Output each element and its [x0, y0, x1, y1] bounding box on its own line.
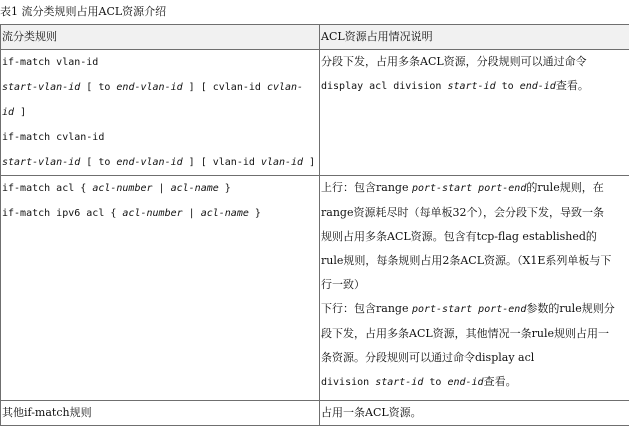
parameter-text: port-start port-end	[411, 183, 527, 194]
table-header-row	[1, 25, 629, 50]
description-cell	[320, 176, 629, 401]
parameter-text: end-vlan-id	[116, 82, 183, 93]
parameter-text: acl-name	[200, 208, 249, 219]
cell-line	[321, 297, 629, 322]
parameter-text: start-vlan-id	[2, 157, 81, 168]
cell-line	[321, 176, 629, 201]
cell-line	[2, 125, 315, 150]
description-cell	[320, 50, 629, 176]
cell-text: 查看。	[483, 375, 517, 388]
cell-text: }	[218, 183, 231, 194]
cell-line	[321, 50, 629, 74]
cell-text: rule规则，每条规则占用2条ACL资源。（X1E系列单板与下	[321, 254, 612, 267]
cell-line	[321, 74, 629, 99]
cell-text: to	[495, 81, 520, 92]
parameter-text: end-vlan-id	[116, 157, 183, 168]
cell-text: |	[152, 183, 171, 194]
cell-text: [ to	[80, 157, 117, 168]
parameter-text: acl-name	[170, 183, 219, 194]
cell-line	[321, 370, 629, 395]
table-caption: 表1 流分类规则占用ACL资源介绍	[0, 5, 167, 18]
cell-line	[321, 346, 629, 370]
cell-text: ]	[14, 107, 27, 118]
rule-cell	[1, 176, 320, 401]
cell-line	[2, 176, 315, 201]
cell-text: |	[182, 208, 201, 219]
header-description: ACL资源占用情况说明	[320, 25, 629, 50]
table-row	[1, 176, 629, 401]
cell-line	[321, 273, 629, 297]
acl-resource-table	[0, 24, 629, 426]
cell-text: ] [ cvlan-id	[182, 82, 267, 93]
cell-text: 下行：包含range	[321, 302, 412, 315]
parameter-text: start-id	[375, 377, 424, 388]
parameter-text: acl-number	[92, 183, 153, 194]
cell-text: if-match cvlan-id	[2, 132, 105, 143]
parameter-text: id	[2, 107, 15, 118]
cell-text: 上行：包含range	[321, 181, 412, 194]
rule-cell: 其他if-match规则	[1, 401, 320, 426]
cell-line	[2, 100, 315, 125]
cell-text: to	[423, 377, 448, 388]
cell-text: 的rule规则，在	[526, 181, 604, 194]
cell-text: [ to	[80, 82, 117, 93]
cell-line	[2, 50, 315, 75]
cell-text: division	[321, 377, 376, 388]
cell-text: 规则占用多条ACL资源。包含有tcp-flag established的	[321, 230, 597, 243]
parameter-text: cvlan-	[266, 82, 304, 93]
header-rule: 流分类规则	[1, 25, 320, 50]
table-row	[1, 401, 629, 426]
cell-text: ]	[303, 157, 316, 168]
cell-text: display acl division	[321, 81, 448, 92]
cell-line	[321, 201, 629, 225]
parameter-text: start-id	[447, 81, 496, 92]
cell-text: if-match acl {	[2, 183, 93, 194]
cell-line	[321, 225, 629, 249]
parameter-text: vlan-id	[260, 157, 304, 168]
cell-text: if-match ipv6 acl {	[2, 208, 123, 219]
cell-text: 查看。	[555, 79, 589, 92]
cell-text: 段下发，占用多条ACL资源，其他情况一条rule规则占用一	[321, 327, 610, 340]
cell-text: }	[248, 208, 261, 219]
cell-text: range资源耗尽时（每单板32个），会分段下发，导致一条	[321, 206, 604, 219]
cell-text: ] [ vlan-id	[182, 157, 261, 168]
cell-text: 分段下发，占用多条ACL资源，分段规则可以通过命令	[321, 55, 587, 68]
parameter-text: end-id	[447, 377, 484, 388]
cell-text: 参数的rule规则分	[526, 302, 615, 315]
cell-line	[321, 249, 629, 273]
rule-cell	[1, 50, 320, 176]
parameter-text: end-id	[519, 81, 556, 92]
cell-line	[2, 75, 315, 100]
parameter-text: port-start port-end	[411, 304, 527, 315]
parameter-text: acl-number	[122, 208, 183, 219]
cell-line	[321, 322, 629, 346]
cell-text: if-match vlan-id	[2, 57, 99, 68]
cell-text: 条资源。分段规则可以通过命令display acl	[321, 351, 535, 364]
parameter-text: start-vlan-id	[2, 82, 81, 93]
cell-text: 行一致）	[321, 278, 365, 291]
table-row	[1, 50, 629, 176]
cell-line	[2, 201, 315, 226]
cell-line	[2, 150, 315, 175]
description-cell: 占用一条ACL资源。	[320, 401, 629, 426]
